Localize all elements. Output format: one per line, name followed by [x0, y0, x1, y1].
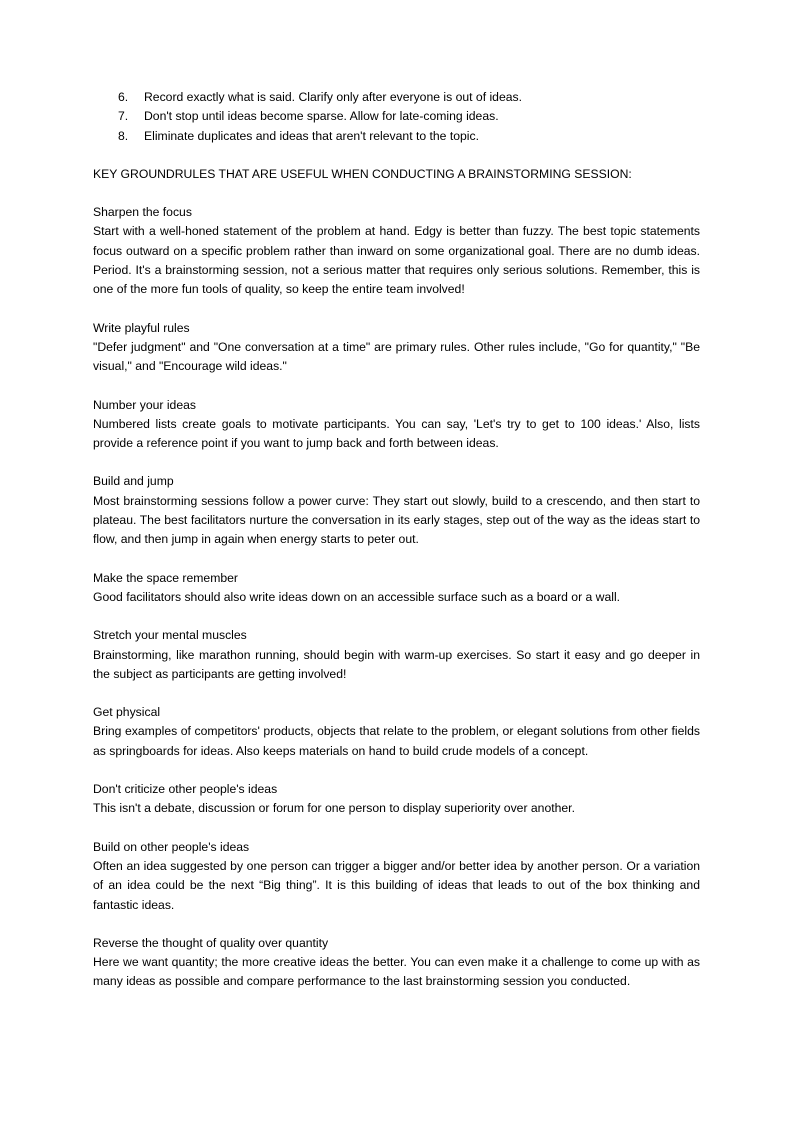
section-build-and-jump	[93, 472, 700, 549]
spacer	[93, 377, 700, 396]
section-body: Brainstorming, like marathon running, should begin with warm-up exercises. So start it easy and go deeper in the subject as participants are getting involved!	[93, 647, 700, 681]
spacer	[93, 761, 700, 780]
list-item	[93, 127, 700, 146]
section-stretch-your-mental-muscles	[93, 626, 700, 684]
section-dont-criticize-other-peoples-ideas	[93, 780, 700, 819]
list-item-number: 7.	[118, 109, 129, 124]
section-number-your-ideas	[93, 396, 700, 454]
main-heading: KEY GROUNDRULES THAT ARE USEFUL WHEN CONDUCTING A BRAINSTORMING SESSION:	[93, 166, 632, 181]
spacer	[93, 184, 700, 203]
spacer	[93, 819, 700, 838]
section-get-physical	[93, 703, 700, 761]
numbered-list	[93, 88, 700, 146]
spacer	[93, 453, 700, 472]
spacer	[93, 915, 700, 934]
spacer	[93, 684, 700, 703]
section-heading: Sharpen the focus	[93, 205, 192, 220]
list-item-text: Eliminate duplicates and ideas that aren't relevant to the topic.	[144, 128, 479, 143]
section-body: Numbered lists create goals to motivate participants. You can say, 'Let's try to get to 100 ideas.' Also, lists provide a reference point if you want to jump back and forth between ideas.	[93, 416, 700, 451]
section-write-playful-rules	[93, 319, 700, 377]
section-body: "Defer judgment" and "One conversation at a time" are primary rules. Other rules include, "Go for quantity," "Be visual," and "Encourage wild ideas."	[93, 339, 700, 374]
section-heading: Get physical	[93, 705, 161, 720]
section-sharpen-the-focus	[93, 203, 700, 299]
section-heading: Build on other people's ideas	[93, 839, 250, 854]
section-heading: Make the space remember	[93, 570, 238, 585]
section-make-the-space-remember	[93, 569, 700, 608]
list-item-text: Don't stop until ideas become sparse. Allow for late-coming ideas.	[144, 109, 499, 124]
section-body: Most brainstorming sessions follow a power curve: They start out slowly, build to a crescendo, and then start to plateau. The best facilitators nurture the conversation in its early stages, step out of the way as the ideas start to flow, and then jump in again when energy starts to peter out.	[93, 493, 700, 547]
section-heading: Write playful rules	[93, 320, 190, 335]
list-item-number: 6.	[118, 90, 129, 104]
list-item-number: 8.	[118, 128, 129, 143]
section-body: This isn't a debate, discussion or forum for one person to display superiority over another.	[93, 801, 575, 816]
section-body: Start with a well-honed statement of the problem at hand. Edgy is better than fuzzy. The best topic statements focus outward on a specific problem rather than inward on some organizational goal. There are no dumb ideas. Period. It's a brainstorming session, not a serious matter that requires only serious solutions. Remember, this is one of the more fun tools of quality, so keep the entire team involved!	[93, 224, 700, 297]
section-body: Good facilitators should also write ideas down on an accessible surface such as a board or a wall.	[93, 589, 621, 604]
spacer	[93, 550, 700, 569]
section-body: Bring examples of competitors' products, objects that relate to the problem, or elegant solutions from other fields as springboards for ideas. Also keeps materials on hand to build crude models of a concept.	[93, 724, 700, 758]
spacer	[93, 146, 700, 165]
section-heading: Reverse the thought of quality over quantity	[93, 935, 329, 950]
list-item	[93, 107, 700, 126]
section-reverse-the-thought-of-quality-over-quantity	[93, 934, 700, 992]
section-heading: Number your ideas	[93, 397, 196, 412]
spacer	[93, 300, 700, 319]
section-heading: Build and jump	[93, 474, 174, 489]
section-heading: Don't criticize other people's ideas	[93, 782, 278, 797]
section-heading: Stretch your mental muscles	[93, 628, 247, 643]
list-item-text: Record exactly what is said. Clarify only after everyone is out of ideas.	[144, 90, 522, 104]
spacer	[93, 607, 700, 626]
section-build-on-other-peoples-ideas	[93, 838, 700, 915]
section-body: Often an idea suggested by one person can trigger a bigger and/or better idea by another person. Or a variation of an idea could be the next “Big thing”. It is this building of ideas that leads to out of the box thinking and fantastic ideas.	[93, 858, 700, 912]
list-item	[93, 88, 700, 107]
document-body	[93, 88, 700, 992]
section-body: Here we want quantity; the more creative ideas the better. You can even make it a challenge to come up with as many ideas as possible and compare performance to the last brainstorming session you conducted.	[93, 955, 700, 989]
